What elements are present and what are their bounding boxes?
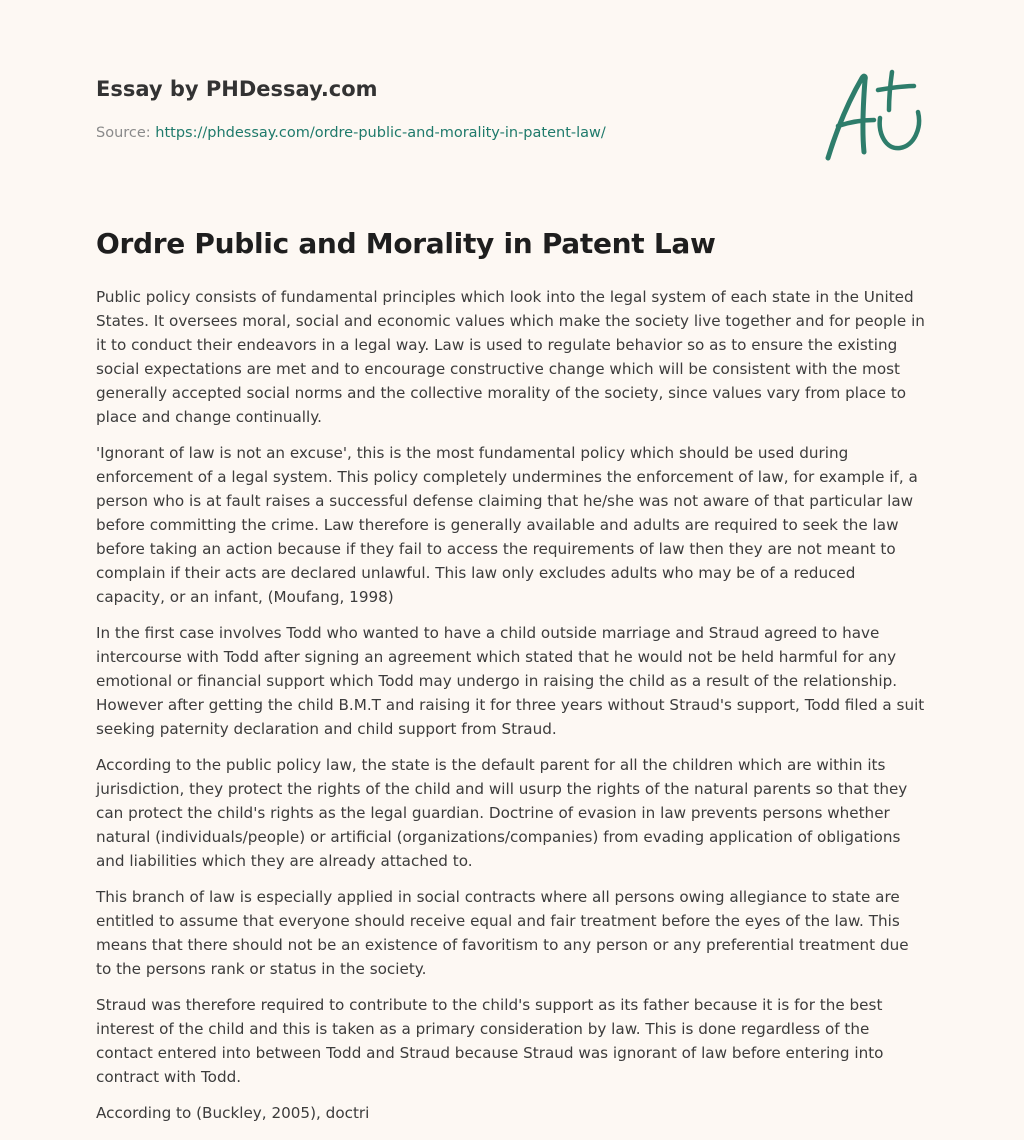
brand-name: Essay by PHDessay.com	[96, 77, 378, 101]
essay-paragraph: 'Ignorant of law is not an excuse', this is the most fundamental policy which should be used during enforcement of a legal system. This policy completely undermines the enforcement of law, for example if, a person who is at fault raises a successful defense claiming that he/she was not aware of that particular law before committing the crime. Law therefore is generally available and adults are required to seek the law before taking an action because if they fail to access the requirements of law then they are not meant to complain if their acts are declared unlawful. This law only excludes adults who may be of a reduced capacity, or an infant, (Moufang, 1998)	[96, 444, 918, 606]
source-link[interactable]: https://phdessay.com/ordre-public-and-morality-in-patent-law/	[155, 125, 606, 141]
essay-title: Ordre Public and Morality in Patent Law	[96, 227, 716, 260]
essay-paragraph: In the first case involves Todd who wanted to have a child outside marriage and Straud agreed to have intercourse with Todd after signing an agreement which stated that he would not be held harmful for any emotional or financial support which Todd may undergo in raising the child as a result of the relationship. However after getting the child B.M.T and raising it for three years without Straud's support, Todd filed a suit seeking paternity declaration and child support from Straud.	[96, 624, 925, 738]
essay-paragraph: Public policy consists of fundamental principles which look into the legal system of each state in the United States. It oversees moral, social and economic values which make the society live together and for people in it to conduct their endeavors in a legal way. Law is used to regulate behavior so as to ensure the existing social expectations are met and to encourage constructive change which will be consistent with the most generally accepted social norms and the collective morality of the society, since values vary from place to place and change continually.	[96, 288, 925, 426]
essay-body	[96, 285, 928, 1137]
essay-paragraph: According to the public policy law, the state is the default parent for all the children which are within its jurisdiction, they protect the rights of the child and will usurp the rights of the natural parents so that they can protect the child's rights as the legal guardian. Doctrine of evasion in law prevents persons whether natural (individuals/people) or artificial (organizations/companies) from evading application of obligations and liabilities which they are already attached to.	[96, 756, 908, 870]
source-line	[96, 123, 606, 143]
essay-paragraph: Straud was therefore required to contribute to the child's support as its father because it is for the best interest of the child and this is taken as a primary consideration by law. This is done regardless of the contact entered into between Todd and Straud because Straud was ignorant of law before entering into contract with Todd.	[96, 996, 884, 1086]
source-label: Source:	[96, 125, 151, 141]
essay-paragraph: This branch of law is especially applied in social contracts where all persons owing allegiance to state are entitled to assume that everyone should receive equal and fair treatment before the eyes of the law. This means that there should not be an existence of favoritism to any person or any preferential treatment due to the persons rank or status in the society.	[96, 888, 909, 978]
a-plus-logo-icon	[822, 66, 928, 166]
site-header	[96, 74, 796, 104]
essay-paragraph: According to (Buckley, 2005), doctri	[96, 1104, 370, 1122]
